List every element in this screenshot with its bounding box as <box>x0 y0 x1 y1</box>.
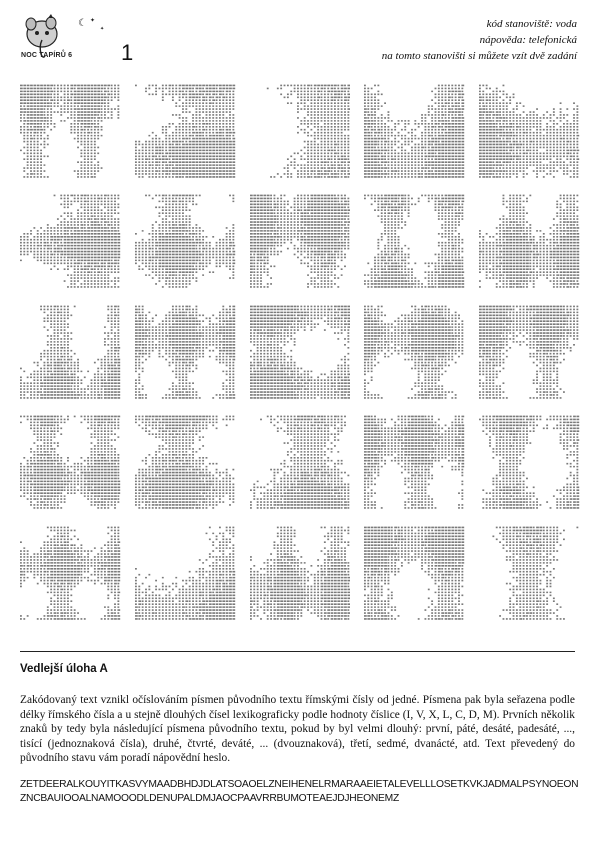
station-info <box>382 16 577 64</box>
svg-text:☾: ☾ <box>78 18 87 29</box>
ascii-art-cell <box>364 526 465 620</box>
svg-text:✦: ✦ <box>90 17 96 24</box>
ascii-art-cell <box>250 194 351 288</box>
ascii-art-cell <box>479 526 580 620</box>
ascii-art-cell <box>135 305 236 399</box>
task-title: Vedlejší úloha A <box>20 663 108 675</box>
ascii-art-cell <box>479 305 580 399</box>
ascii-art-cell <box>135 194 236 288</box>
ascii-art-cell <box>20 194 121 288</box>
task-description: Zakódovaný text vznikl očíslováním písmen původního textu římskými čísly od jedné. Písmena pak byla seřazena podle délky římského čísla a u stejně dlouhých čísel lexikograficky podle hodnoty číslice (I, V, X, L, C, D, M). Prvních několik znaků by tedy byla následující písmena původního textu, pokud by byl velmi dlouhý: první, páté, desáté, padesáté, ..., tisící (jednoznaková čísla), druhé, čtvrté, deváté, ... (dvouznaková), třetí, sedmé, dvanácté, atd. Text převedený do původního stavu vám poradí nápovědní heslo. <box>20 694 575 765</box>
note-line: na tomto stanovišti si můžete vzít dvě zadání <box>381 50 577 62</box>
svg-text:✦: ✦ <box>100 26 105 32</box>
cipher-text: ZETDEERALKOUYITKASVYMAADBHDJDLATSOAOELZNEIHENELRMARAAEIETALEVELLLOSETKVKJADMALPSYNOEONZNCBAUIOOALNAMOOODLDENUPALDMJAOCPAAVRRBUMOTEAEJDJHEONEMZ <box>20 779 579 804</box>
page-number: 1 <box>121 40 134 65</box>
ascii-art-cell <box>20 526 121 620</box>
ascii-art-grid <box>20 84 580 620</box>
ascii-art-cell <box>479 84 580 178</box>
ascii-art-cell <box>364 84 465 178</box>
tapir-logo <box>18 12 118 68</box>
ascii-art-cell <box>250 415 351 509</box>
ascii-art-cell <box>20 84 121 178</box>
ascii-art-cell <box>250 84 351 178</box>
ascii-art-cell <box>135 415 236 509</box>
ascii-art-cell <box>364 305 465 399</box>
logo-text: NOC TAPÍRŮ 6 <box>21 52 73 59</box>
ascii-art-cell <box>20 415 121 509</box>
ascii-art-cell <box>135 84 236 178</box>
ascii-art-cell <box>250 305 351 399</box>
ascii-art-cell <box>479 415 580 509</box>
ascii-art-cell <box>20 305 121 399</box>
section-divider <box>20 651 575 652</box>
hint-line: nápověda: telefonická <box>479 34 577 46</box>
ascii-art-cell <box>250 526 351 620</box>
ascii-art-cell <box>479 194 580 288</box>
ascii-art-cell <box>364 194 465 288</box>
ascii-art-cell <box>364 415 465 509</box>
ascii-art-cell <box>135 526 236 620</box>
station-code-line: kód stanoviště: voda <box>486 18 577 30</box>
